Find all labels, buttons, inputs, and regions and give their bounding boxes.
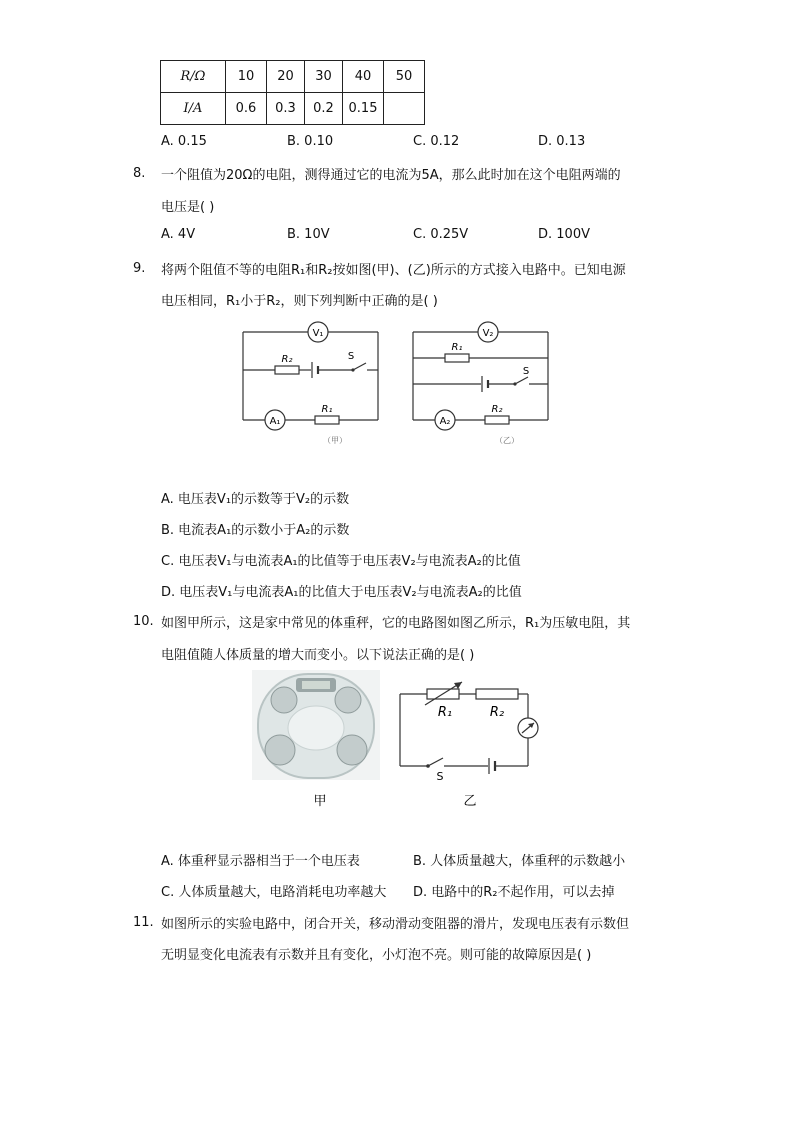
caption-jia: （甲）	[323, 436, 347, 445]
q9-text-line1: 将两个阻值不等的电阻R₁和R₂按如图(甲)、(乙)所示的方式接入电路中。已知电源	[161, 263, 626, 278]
table-row	[161, 61, 425, 93]
q9-option-d: D. 电压表V₁与电流表A₁的比值大于电压表V₂与电流表A₂的比值	[161, 585, 522, 600]
table-cell: 0.6	[226, 93, 267, 125]
resistor-r1-symbol	[445, 354, 469, 362]
r1-label: R₁	[321, 404, 333, 415]
table-cell: 20	[267, 61, 305, 93]
q7-option-c: C. 0.12	[413, 134, 460, 149]
table-cell: 10	[226, 61, 267, 93]
table-cell: 0.2	[305, 93, 343, 125]
q10-text-line2: 电阻值随人体质量的增大而变小。以下说法正确的是( )	[161, 648, 475, 663]
q10-option-b: B. 人体质量越大，体重秤的示数越小	[413, 854, 626, 869]
table-cell	[384, 93, 425, 125]
question-number: 8.	[133, 166, 146, 181]
r1-label: R₁	[451, 342, 463, 353]
resistor-r1-symbol	[315, 416, 339, 424]
switch-label: S	[436, 770, 444, 783]
switch-symbol	[353, 363, 366, 370]
table-cell: 40	[343, 61, 384, 93]
r2-label: R₂	[489, 705, 505, 720]
table-cell: 0.3	[267, 93, 305, 125]
switch-symbol	[515, 377, 528, 384]
table-row-label: I/A	[161, 93, 226, 125]
question-number: 10.	[133, 614, 154, 629]
question-number: 9.	[133, 261, 146, 276]
q11-text-line2: 无明显变化电流表有示数并且有变化，小灯泡不亮。则可能的故障原因是( )	[161, 948, 592, 963]
caption-jia: 甲	[313, 794, 327, 809]
q8-option-b: B. 10V	[287, 227, 330, 242]
q8-option-a: A. 4V	[161, 227, 196, 242]
table-header-label: R/Ω	[161, 61, 226, 93]
table-cell: 50	[384, 61, 425, 93]
q10-option-d: D. 电路中的R₂不起作用，可以去掉	[413, 885, 615, 900]
r1-label: R₁	[437, 705, 453, 720]
caption-yi: 乙	[463, 794, 477, 809]
q8-text-line2: 电压是( )	[161, 200, 215, 215]
q7-option-d: D. 0.13	[538, 134, 586, 149]
q10-text-line1: 如图甲所示，这是家中常见的体重秤，它的电路图如图乙所示，R₁为压敏电阻，其	[161, 616, 631, 631]
table-cell: 0.15	[343, 93, 384, 125]
q11-text-line1: 如图所示的实验电路中，闭合开关，移动滑动变阻器的滑片，发现电压表有示数但	[161, 917, 630, 932]
q9-option-a: A. 电压表V₁的示数等于V₂的示数	[161, 492, 350, 507]
q8-option-c: C. 0.25V	[413, 227, 469, 242]
switch-symbol	[428, 758, 443, 766]
q9-circuit-figure	[235, 316, 565, 452]
resistance-current-table	[160, 60, 425, 125]
bathroom-scale-image	[252, 670, 380, 780]
r2-label: R₂	[491, 404, 503, 415]
a2-label: A₂	[439, 416, 451, 427]
resistor-r2-symbol	[476, 689, 518, 699]
q7-option-b: B. 0.10	[287, 134, 334, 149]
q10-option-c: C. 人体质量越大，电路消耗电功率越大	[161, 885, 387, 900]
r2-label: R₂	[281, 354, 293, 365]
question-number: 11.	[133, 915, 154, 930]
q10-figure	[250, 668, 540, 813]
v1-label: V₁	[312, 328, 324, 339]
resistor-r2-symbol	[275, 366, 299, 374]
variable-arrow-head	[454, 682, 462, 689]
caption-yi: （乙）	[495, 436, 519, 445]
q8-text-line1: 一个阻值为20Ω的电阻，测得通过它的电流为5A，那么此时加在这个电阻两端的	[161, 168, 621, 183]
a1-label: A₁	[269, 416, 281, 427]
q7-option-a: A. 0.15	[161, 134, 207, 149]
table-row	[161, 93, 425, 125]
q10-option-a: A. 体重秤显示器相当于一个电压表	[161, 854, 360, 869]
v2-label: V₂	[482, 328, 494, 339]
switch-label: S	[522, 366, 530, 377]
resistor-r2-symbol	[485, 416, 509, 424]
q8-option-d: D. 100V	[538, 227, 590, 242]
table-cell: 30	[305, 61, 343, 93]
q9-text-line2: 电压相同，R₁小于R₂，则下列判断中正确的是( )	[161, 294, 438, 309]
q9-option-b: B. 电流表A₁的示数小于A₂的示数	[161, 523, 350, 538]
switch-label: S	[347, 351, 355, 362]
q9-option-c: C. 电压表V₁与电流表A₁的比值等于电压表V₂与电流表A₂的比值	[161, 554, 521, 569]
